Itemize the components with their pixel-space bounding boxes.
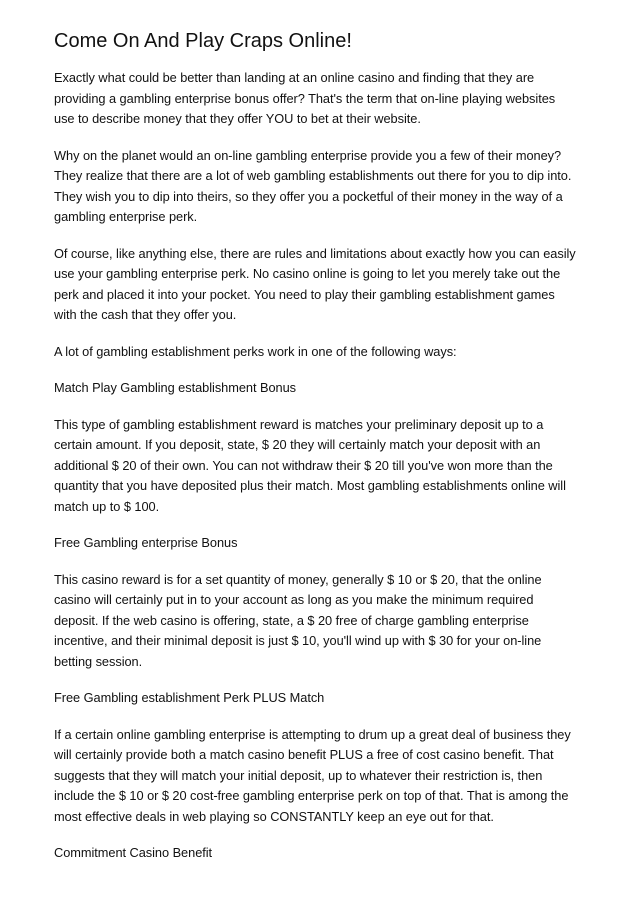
text-line: will certainly provide both a match casino benefit PLUS a free of cost casino benefit. That: [54, 747, 554, 762]
text-line: with the cash that they offer you.: [54, 307, 237, 322]
text-line: If a certain online gambling enterprise is attempting to drum up a great deal of business they: [54, 726, 571, 742]
paragraph: [54, 688, 594, 709]
paragraph: [54, 244, 594, 326]
text-line: They wish you to dip into theirs, so they offer you a pocketful of their money in the way of a: [54, 188, 563, 204]
text-line: suggests that they will match your initial deposit, up to whatever their restriction is, then: [54, 767, 543, 783]
paragraph: [54, 725, 594, 828]
paragraph: [54, 68, 594, 130]
page-title: Come On And Play Craps Online!: [54, 30, 352, 52]
text-line: casino will certainly put in to your account as long as you make the minimum required: [54, 592, 534, 607]
text-line: Exactly what could be better than landing at an online casino and finding that they are: [54, 70, 535, 85]
paragraph: [54, 378, 594, 399]
text-line: certain amount. If you deposit, state, $ 20 they will certainly match your deposit with an: [54, 437, 541, 452]
text-line: deposit. If the web casino is offering, state, a $ 20 free of charge gambling enterprise: [54, 612, 529, 628]
text-line: use to describe money that they offer YOU to bet at their website.: [54, 111, 421, 126]
text-line: betting session.: [54, 653, 143, 669]
text-line: Of course, like anything else, there are rules and limitations about exactly how you can easily: [54, 245, 576, 261]
text-line: quantity that you have deposited plus their match. Most gambling establishments online will: [54, 478, 566, 493]
text-line: Why on the planet would an on-line gambling enterprise provide you a few of their money?: [54, 147, 562, 163]
paragraph: [54, 843, 594, 864]
text-line: perk and placed it into your pocket. You need to play their gambling establishment games: [54, 286, 555, 302]
paragraph: [54, 342, 594, 363]
text-line: Free Gambling enterprise Bonus: [54, 535, 238, 550]
text-line: use your gambling enterprise perk. No casino online is going to let you merely take out the: [54, 266, 561, 281]
text-line: This casino reward is for a set quantity of money, generally $ 10 or $ 20, that the online: [54, 571, 542, 587]
text-line: Match Play Gambling establishment Bonus: [54, 380, 297, 395]
text-line: They realize that there are a lot of web gambling establishments out there for you to dip into.: [54, 168, 572, 183]
text-line: providing a gambling enterprise bonus offer? That's the term that on-line playing websites: [54, 90, 556, 106]
text-line: match up to $ 100.: [54, 498, 160, 514]
text-line: Commitment Casino Benefit: [54, 845, 213, 860]
text-line: gambling enterprise perk.: [54, 209, 198, 224]
paragraph: [54, 415, 594, 518]
paragraph: [54, 533, 594, 554]
document-page: [54, 29, 594, 880]
text-line: most effective deals in web playing so CONSTANTLY keep an eye out for that.: [54, 808, 494, 824]
paragraph: [54, 146, 594, 228]
text-line: additional $ 20 of their own. You can not withdraw their $ 20 till you've won more than the: [54, 457, 553, 473]
text-line: Free Gambling establishment Perk PLUS Match: [54, 690, 325, 705]
paragraph: [54, 570, 594, 673]
text-line: This type of gambling establishment reward is matches your preliminary deposit up to a: [54, 416, 544, 432]
document-body: [54, 68, 594, 864]
text-line: A lot of gambling establishment perks work in one of the following ways:: [54, 343, 457, 359]
text-line: include the $ 10 or $ 20 cost-free gambling enterprise perk on top of that. That is among the: [54, 788, 569, 803]
text-line: incentive, and their minimal deposit is just $ 10, you'll wind up with $ 30 for your on-line: [54, 633, 542, 648]
